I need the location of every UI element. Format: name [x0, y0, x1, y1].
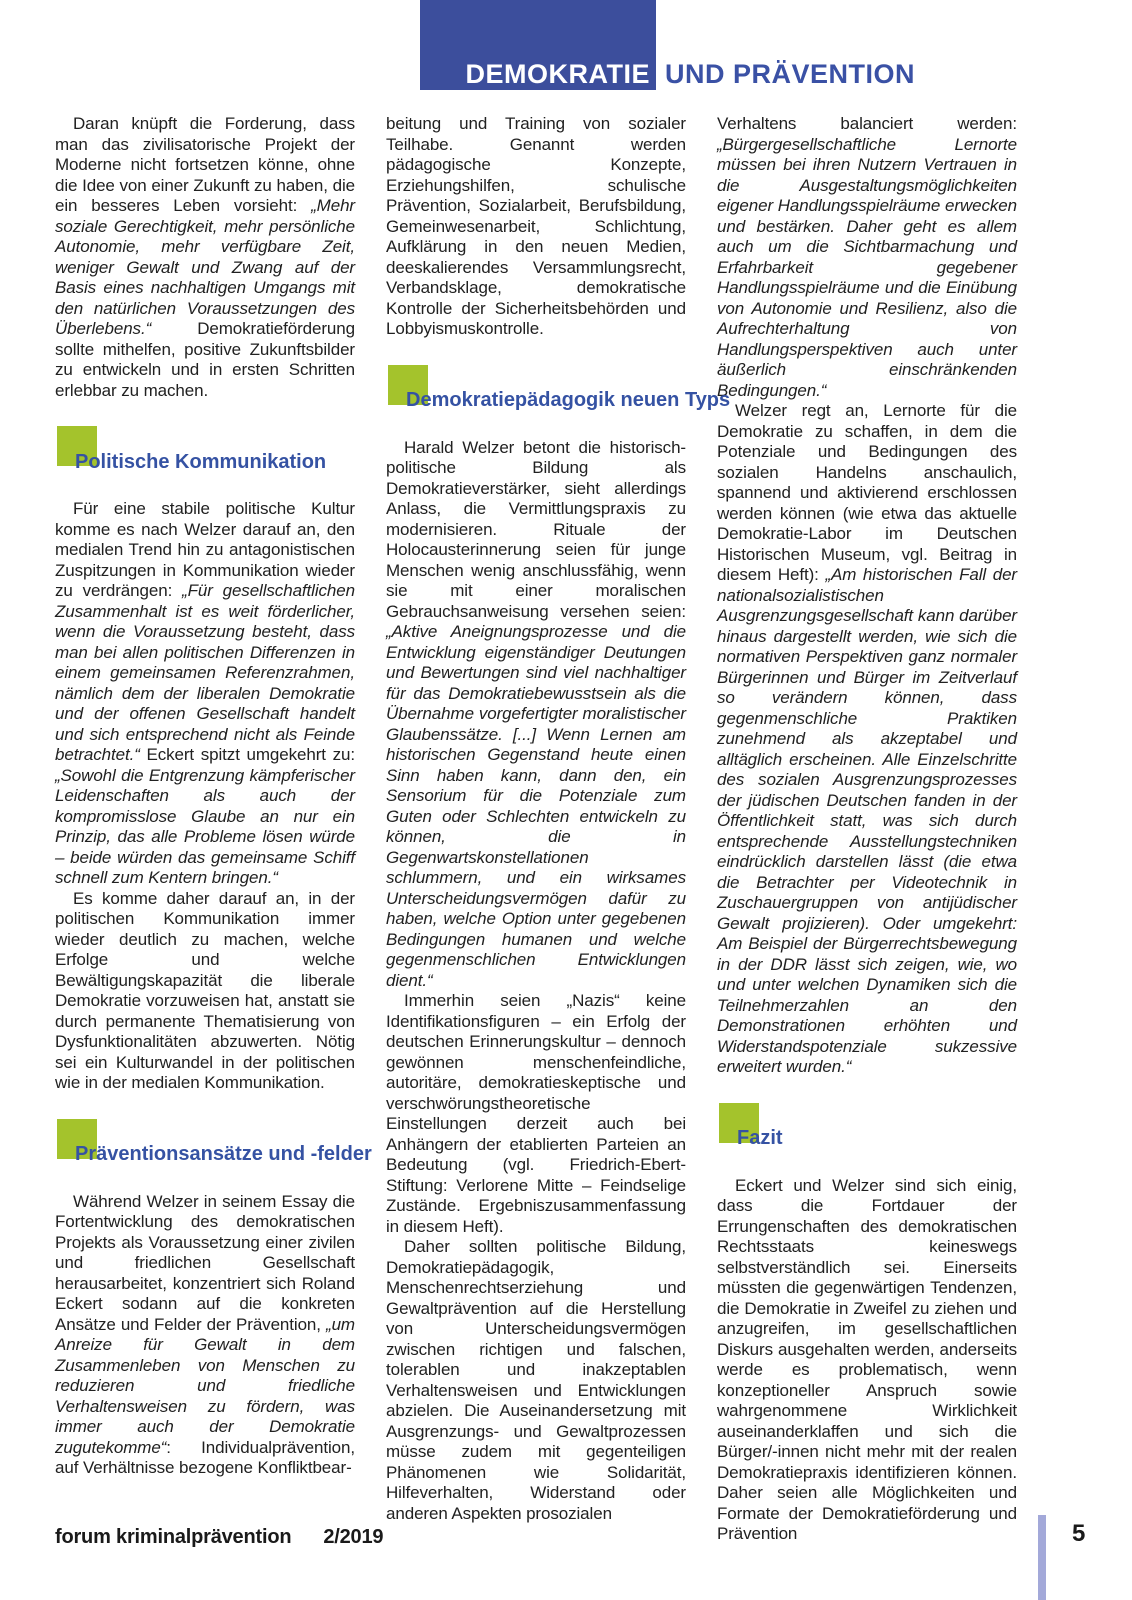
- quoted-italic-text: „Bürgergesellschaftliche Lernorte müssen bei ihren Nutzern Vertrauen in die Ausgestaltungsmöglichkeiten eigener Handlungsspielräume erwecken und bestärken. Daher geht es allem auch um die Sichtbarmachung und Erfahrbarkeit gegebener Handlungsspielräume und die Einübung von Autonomie und Resilienz, also die Aufrechterhaltung von Handlungsperspektiven auch unter äußerlich einschränkenden Bedingungen.“: [717, 134, 1017, 400]
- paragraph: [386, 991, 686, 1237]
- page-number: 5: [1072, 1520, 1086, 1547]
- paragraph: [55, 1192, 355, 1479]
- article-columns: [55, 114, 1018, 1545]
- paragraph: [55, 114, 355, 401]
- body-text: Immerhin seien „Nazis“ keine Identifikationsfiguren – ein Erfolg der deutschen Erinnerungskultur – dennoch gewönnen menschenfeindliche, autoritäre, demokratieskeptische und verschwörungstheoretische Einstellungen derzeit auch bei Anhängern der etablierten Parteien an Bedeutung (vgl. Friedrich-Ebert-Stiftung: Verlorene Mitte – Feindselige Zustände. Ergebniszusammenfassung in diesem Heft).: [386, 991, 686, 1236]
- section-heading: [717, 1103, 1017, 1149]
- paragraph: [386, 438, 686, 992]
- paragraph: [55, 499, 355, 889]
- section-heading-text: Politische Kommunikation: [75, 450, 327, 473]
- page-title-rest: UND PRÄVENTION: [665, 59, 916, 89]
- body-text: : Individualprävention, auf Verhältnisse bezogene Konfliktbear-: [55, 1437, 355, 1477]
- section-heading-text: Demokratiepädagogik neuen Typs: [406, 389, 731, 411]
- column-3: [717, 114, 1017, 1545]
- body-text: Daran knüpft die Forderung, dass man das zivilisatorische Projekt der Moderne nicht fortsetzen könne, ohne die Idee von einer Zukunft zu haben, die ein besseres Leben vorsieht:: [55, 114, 355, 215]
- quoted-italic-text: „Für gesellschaftlichen Zusammenhalt ist es weit förderlicher, wenn die Voraussetzung besteht, dass man bei allen politischen Differenzen in einem gemeinsamen Referenzrahmen, nämlich dem der liberalen Demokratie und der offenen Gesellschaft handelt und sich entsprechend nicht als Feinde betrachtet.“: [55, 581, 355, 764]
- body-text: beitung und Training von sozialer Teilhabe. Genannt werden pädagogische Konzepte, Erziehungshilfen, schulische Prävention, Sozialarbeit, Berufsbildung, Gemeinwesenarbeit, Schlichtung, Aufklärung in den neuen Medien, deeskalierendes Versammlungsrecht, Verbandsklage, demokratische Kontrolle der Sicherheitsbehörden und Lobbyismuskontrolle.: [386, 114, 686, 338]
- section-heading: [55, 1119, 372, 1165]
- body-text: Es komme daher darauf an, in der politischen Kommunikation immer wieder deutlich zu machen, welche Erfolge und welche Bewältigungskapazität die liberale Demokratie vorzuweisen hat, anstatt sie durch permanente Thematisierung von Dysfunktionalitäten abzuwerten. Nötig sei ein Kulturwandel in der politischen wie in der medialen Kommunikation.: [55, 888, 355, 1092]
- section-heading-text: Fazit: [737, 1127, 783, 1149]
- page-header: [420, 0, 915, 90]
- body-text: Während Welzer in seinem Essay die Fortentwicklung des demokratischen Projekts als Voraussetzung einer zivilen und friedlichen Gesellschaft herausarbeitet, konzentriert sich Roland Eckert sodann auf die konkreten Ansätze und Felder der Prävention,: [55, 1191, 355, 1334]
- quoted-italic-text: „Mehr soziale Gerechtigkeit, mehr persönliche Autonomie, mehr verfügbare Zeit, weniger Gewalt und Zwang auf der Basis eines nachhaltigen Umgangs mit den natürlichen Voraussetzungen des Überlebens.“: [55, 196, 355, 338]
- body-text: Eckert und Welzer sind sich einig, dass die Fortdauer der Errungenschaften des demokratischen Rechtsstaats keineswegs selbstverständlich sei. Einerseits müssten die gegenwärtigen Tendenzen, die Demokratie in Zweifel zu ziehen und anzugreifen, im gesellschaftlichen Diskurs ausgehalten werden, anderseits werde es problematisch, wenn konzeptioneller Anspruch sowie wahrgenommene Wirklichkeit auseinanderklaffen und sich die Bürger/-innen nicht mehr mit der realen Demokratiepraxis identifizieren können. Daher seien alle Möglichkeiten und Formate der Demokratieförderung und Prävention: [717, 1175, 1017, 1543]
- quoted-italic-text: „Am historischen Fall der nationalsozialistischen Ausgrenzungsgesellschaft kann darüber hinaus dargestellt werden, wie sich die normativen Perspektiven ganz normaler Bürgerinnen und Bürger im Zeitverlauf so verändern können, dass gegenmenschliche Praktiken zunehmend als akzeptabel und alltäglich erscheinen. Alle Einzelschritte des sozialen Ausgrenzungsprozesses der jüdischen Deutschen fanden in der Öffentlichkeit statt, was sich durch entsprechende Ausstellungstechniken eindrücklich darstellen lässt (die etwa die Betrachter per Videotechnik in Zuschauergruppen von antijüdischer Gewalt projizieren). Oder umgekehrt: Am Beispiel der Bürgerrechtsbewegung in der DDR lässt sich zeigen, wie, wo und unter welchen Dynamiken sich die Teilnehmerzahlen an den Demonstrationen erhöhten und Widerstandspotenziale sukzessive erweitert wurden.“: [717, 565, 1017, 1076]
- section-heading: [386, 365, 731, 411]
- section-heading-text: Präventionsansätze und -felder: [75, 1143, 372, 1165]
- body-text: Harald Welzer betont die historisch-politische Bildung als Demokratieverstärker, sieht allerdings Anlass, die Vermittlungspraxis zu modernisieren. Rituale der Holocausterinnerung seien für junge Menschen wenig anschlussfähig, wenn sie mit einer moralischen Gebrauchsanweisung versehen seien:: [386, 437, 686, 621]
- page-title-highlight: DEMOKRATIE: [465, 59, 650, 89]
- body-text: Für eine stabile politische Kultur komme es nach Welzer darauf an, den medialen Trend hin zu antagonistischen Zuspitzungen in Kommunikation wieder zu verdrängen:: [55, 499, 355, 600]
- column-2: [386, 114, 731, 1545]
- body-text: Daher sollten politische Bildung, Demokratiepädagogik, Menschenrechtserziehung und Gewaltprävention auf die Herstellung von Unterscheidungsvermögen zwischen richtigen und falschen, tolerablen und inakzeptablen Verhaltensweisen und Entwicklungen abzielen. Die Auseinandersetzung mit Ausgrenzungs- und Gewaltprozessen müsse zudem mit gegenteiligen Phänomenen wie Solidarität, Hilfeverhalten, Widerstand oder anderen Aspekten prosozialen: [386, 1237, 686, 1523]
- quoted-italic-text: „Sowohl die Entgrenzung kämpferischer Leidenschaften als auch der kompromisslose Glaube an nur ein Prinzip, das alle Probleme lösen würde – beide würden das gemeinsame Schiff schnell zum Kentern bringen.“: [55, 765, 355, 887]
- journal-name: forum kriminalprävention: [55, 1526, 292, 1548]
- quoted-italic-text: „um Anreize für Gewalt in dem Zusammenleben von Menschen zu reduzieren und friedliche Verhaltensweisen zu fördern, was immer auch der Demokratie zugutekomme“: [55, 1314, 355, 1457]
- issue-number: 2/2019: [323, 1526, 384, 1548]
- paragraph: [717, 401, 1017, 1078]
- quoted-italic-text: „Aktive Aneignungsprozesse und die Entwicklung eigenständiger Deutungen und Bewertungen sind viel nachhaltiger für das Demokratiebewusstsein als die Übernahme vorgefertigter moralistischer Glaubenssätze. [...] Wenn Lernen am historischen Gegenstand heute einen Sinn haben kann, dann den, ein Sensorium für die Potenziale zum Guten oder Schlechten entwickeln zu können, die in Gegenwartskonstellationen schlummern, und ein wirksames Unterscheidungsvermögen dafür zu haben, welche Option unter gegebenen Bedingungen humanen und welche gegenmenschlichen Entwicklungen dient.“: [386, 622, 686, 990]
- body-text: Demokratieförderung sollte mithelfen, positive Zukunftsbilder zu entwickeln und in ersten Schritten erlebbar zu machen.: [55, 319, 355, 400]
- section-heading: [55, 426, 355, 472]
- body-text: Verhaltens balanciert werden:: [717, 114, 1017, 133]
- title-highlight-box: [420, 0, 656, 90]
- body-text: Eckert spitzt umgekehrt zu:: [139, 745, 355, 764]
- page-number-bar: [1038, 1515, 1046, 1600]
- page-footer: [55, 1526, 383, 1549]
- paragraph: [386, 114, 686, 340]
- paragraph: [717, 114, 1017, 401]
- paragraph: [386, 1237, 686, 1524]
- paragraph: [55, 889, 355, 1094]
- paragraph: [717, 1176, 1017, 1545]
- body-text: Welzer regt an, Lernorte für die Demokratie zu schaffen, in dem die Potenziale und Bedingungen des sozialen Handelns anschaulich, spannend und aktivierend erschlossen werden können (wie etwa das aktuelle Demokratie-Labor im Deutschen Historischen Museum, vgl. Beitrag in diesem Heft):: [717, 401, 1017, 584]
